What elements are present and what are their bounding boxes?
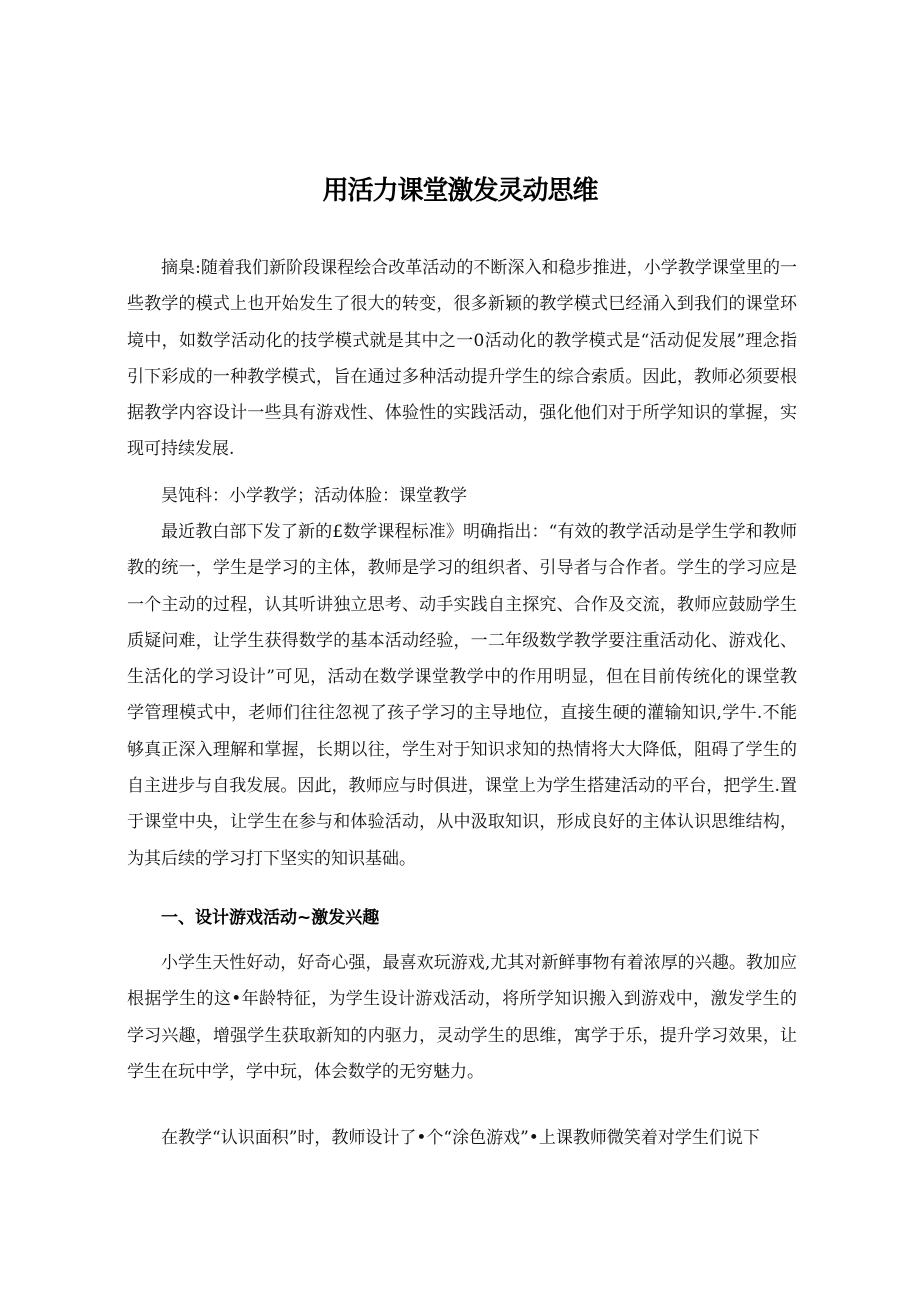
document-title: 用活力课堂激发灵动思维 xyxy=(322,176,598,206)
intro-paragraph: 最近教白部下发了新的£数学课程标准》明确指出：“有效的教学活动是学生学和教师教的统一，学生是学习的主体，教师是学习的组织者、引导者与合作者。学生的学习应是一个主动的过程，认其听讲独立思考、动手实践自主探究、合作及交流，教师应鼓励学生质疑问难，让学生获得数学的基本活动经验，一二年级数学教学要注重活动化、游戏化、生活化的学习设计”可见，活动在数学课堂教学中的作用明显，但在目前传统化的课堂教学管理模式中，老师们往往忽视了孩子学习的主导地位，直接生硬的灌输知识,学牛.不能够真正深入理解和掌握，长期以往，学生对于知识求知的热情将大大降低，阻碍了学生的自主进步与自我发展。因此，教师应与时俱进，课堂上为学生搭建活动的平台，把学生.置于课堂中央，让学生在参与和体验活动，从中汲取知识，形成良好的主体认识思维结构，为其后续的学习打下坚实的知识基础。 xyxy=(127,522,797,869)
section-body-continued xyxy=(127,1120,797,1156)
section-paragraph-2: 在教学“认识面积”时，教师设计了•个“涂色游戏”•上课教师微笑着对学生们说下 xyxy=(161,1128,760,1148)
section-paragraph-1: 小学生天性好动，好奇心强，最喜欢玩游戏,尤其对新鲜事物有着浓厚的兴趣。教加应根据学生的这•年龄特征，为学生设计游戏活动，将所学知识搬入到游戏中，激发学生的学习兴趣，增强学生获取新知的内驱力，灵动学生的思维，寓学于乐，提升学习效果，让学生在玩中学，学中玩，体会数学的无穷魅力。 xyxy=(127,953,797,1082)
abstract-paragraph: 摘臬:随着我们新阶段课程绘合改革活动的不断深入和稳步推进，小学教学课堂里的一些教学的模式上也开始发生了很大的转变，很多新颖的教学模式巳经涌入到我们的课堂环境中，如数学活动化的技学模式就是其中之一0活动化的教学模式是“活动促发展”理念指引下彩成的一种教学模式，旨在通过多种活动提升学生的综合索质。因此，教师必须要根据教学内容设计一些具有游戏性、体验性的实践活动，强化他们对于所学知识的掌握，实现可持续发展. xyxy=(127,258,797,460)
intro-block xyxy=(127,514,797,877)
section-heading: 一、设计游戏活动~激发兴趣 xyxy=(161,908,380,928)
keywords-block xyxy=(127,478,797,514)
keywords-line: 昊饨科：小学教学；活动体脸：课堂教学 xyxy=(161,486,467,506)
section-body xyxy=(127,945,797,1090)
abstract-block xyxy=(127,250,797,468)
